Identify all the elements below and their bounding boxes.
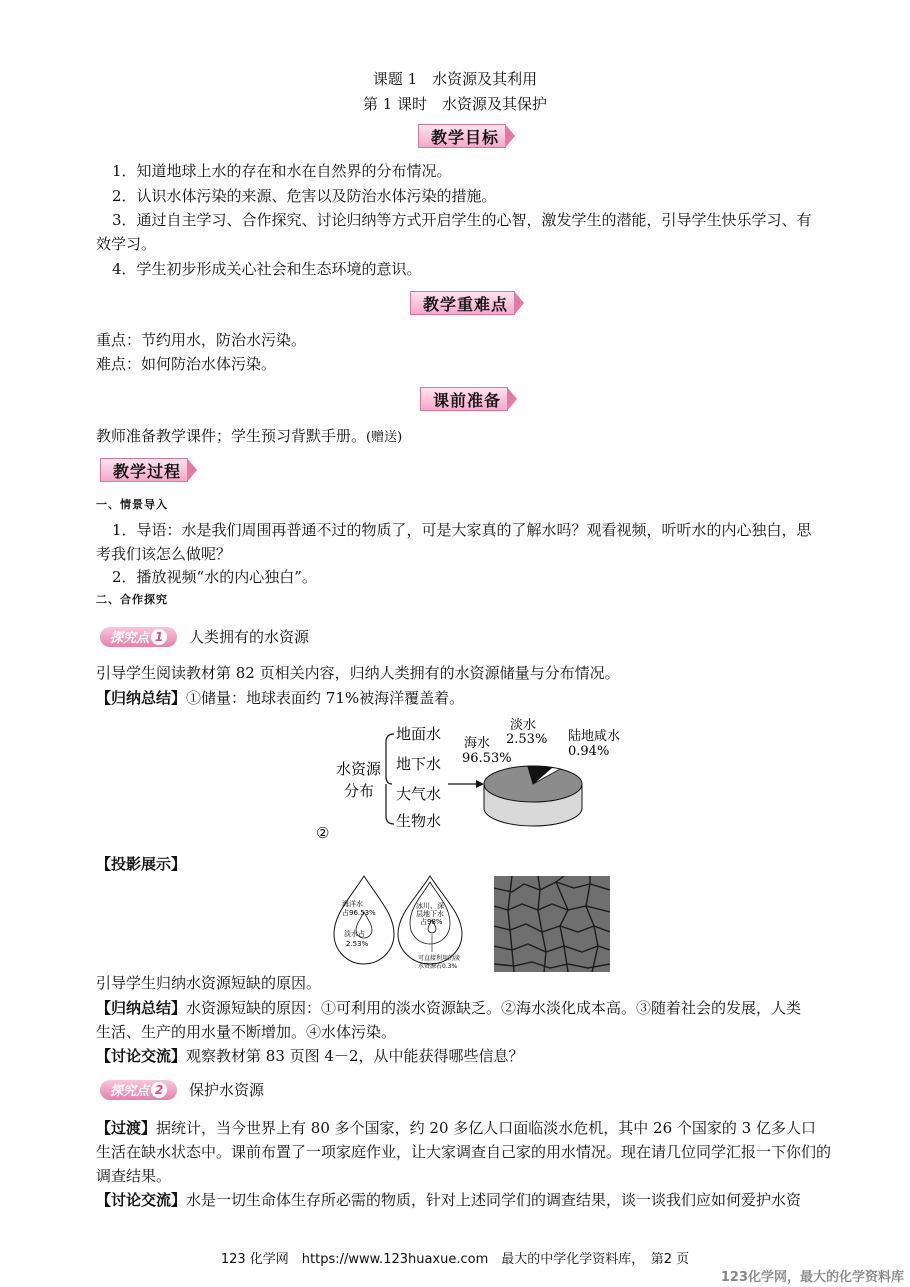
difficult-point: 难点：如何防治水体污染。 [96,355,277,373]
banner-arrow-icon [507,387,517,411]
circle-number-2: ② [316,824,330,842]
inquiry-label: 人类拥有的水资源 [189,628,310,646]
point1-summary2-cont: 生活、生产的用水量不断增加。④水体污染。 [96,1023,397,1041]
intro-1-cont: 考我们该怎么做呢？ [96,545,232,563]
intro-heading: 一、情景导入 [96,498,168,511]
site-watermark: 123化学网，最大的化学资料库 [720,1270,904,1285]
inquiry-point-2 [100,1079,264,1100]
goal-3: 3．通过自主学习、合作探究、讨论归纳等方式开启学生的心智，激发学生的潜能，引导学生快乐学习、有 [112,211,812,229]
drop1-text-a: 海洋水 [342,900,363,908]
section-prep-banner [420,387,517,411]
point1-guide: 引导学生阅读教材第 82 页相关内容，归纳人类拥有的水资源储量与分布情况。 [96,664,620,682]
point2-discuss: 【讨论交流】水是一切生命体生存所必需的物质，针对上述同学们的调查结果，谈一谈我们应如何爱护水资 [96,1191,802,1209]
intro-2: 2．播放视频“水的内心独白”。 [112,568,317,586]
diagram-left-label-1: 水资源 [336,760,382,778]
diagram-item-4: 生物水 [396,812,442,830]
diagram-arrow-icon [476,780,484,788]
banner-arrow-icon [514,291,524,315]
saline-name: 陆地咸水 [568,729,621,744]
inquiry-number: 1 [151,629,167,645]
drop2-text-c: 占98% [420,918,443,926]
banner-arrow-icon [505,124,515,148]
drop2-text-a: 冰川、深 [416,902,444,910]
prep-text: 教师准备教学课件；学生预习背默手册。(赠送) [96,427,403,445]
inquiry-number: 2 [151,1082,167,1098]
water-distribution-diagram [320,712,640,847]
goal-1: 1．知道地球上水的存在和水在自然界的分布情况。 [112,162,452,180]
point1-summary: 【归纳总结】①储量：地球表面约 71%被海洋覆盖着。 [96,689,465,707]
inquiry-tag: 探究点 1 [100,627,177,647]
goal-2: 2．认识水体污染的来源、危害以及防治水体污染的措施。 [112,187,497,205]
fresh-pct: 2.53% [506,732,548,747]
drop1-text-b: 占96.53% [342,909,376,917]
goal-3-cont: 效学习。 [96,235,157,253]
section-keypoints-label: 教学重难点 [410,291,515,315]
section-process-banner [100,458,197,482]
saline-pct: 0.94% [568,744,610,759]
diagram-left-label-2: 分布 [344,782,375,800]
section-process-label: 教学过程 [100,458,188,482]
sea-name: 海水 [464,736,491,751]
coop-heading: 二、合作探究 [96,593,168,606]
point2-transition: 【过渡】据统计，当今世界上有 80 多个国家，约 20 多亿人口面临淡水危机，其中 26 个国家的 3 亿多人口 [96,1119,816,1137]
drop2-text-d: 可直接利用的淡 [418,955,461,962]
intro-1: 1．导语：水是我们周围再普通不过的物质了，可是大家真的了解水吗？观看视频，听听水的内心独白，思 [112,521,812,539]
point1-discuss: 【讨论交流】观察教材第 83 页图 4－2，从中能获得哪些信息？ [96,1047,524,1065]
page-footer: 123 化学网 https://www.123huaxue.com 最大的中学化学资料库， 第2 页 [220,1252,690,1267]
cracked-earth-photo [494,876,610,972]
drop1-text-d: 2.53% [346,940,369,948]
point1-summary2: 【归纳总结】水资源短缺的原因：①可利用的淡水资源缺乏。②海水淡化成本高。③随着社会的发展，人类 [96,999,802,1017]
prep-note: (赠送) [366,430,403,445]
inquiry-point-1 [100,626,309,647]
point2-transition-cont1: 生活在缺水状态中。课前布置了一项家庭作业，让大家调查自己家的用水情况。现在请几位同学汇报一下你们的 [96,1143,832,1161]
section-goals-label: 教学目标 [418,124,506,148]
section-goals-banner [418,124,515,148]
projection-label: 【投影展示】 [96,855,187,873]
point2-transition-cont2: 调查结果。 [96,1167,172,1185]
sea-pct: 96.53% [462,751,512,766]
point1-guide2: 引导学生归纳水资源短缺的原因。 [96,974,322,992]
drop2-text-e: 水资源占0.3% [418,963,458,970]
inquiry-tag: 探究点 2 [100,1080,177,1100]
diagram-item-2: 地下水 [396,755,442,773]
section-keypoints-banner [410,291,524,315]
banner-arrow-icon [187,458,197,482]
page-subtitle: 第 1 课时 水资源及其保护 [362,95,548,113]
water-drops-illustration [330,872,490,972]
diagram-item-3: 大气水 [396,785,442,803]
section-prep-label: 课前准备 [420,387,508,411]
drop1-text-c: 淡水占 [344,930,365,938]
diagram-brace [386,734,394,824]
inquiry-label: 保护水资源 [189,1081,265,1099]
goal-4: 4．学生初步形成关心社会和生态环境的意识。 [112,260,422,278]
diagram-item-1: 地面水 [396,725,442,743]
key-point: 重点：节约用水，防治水污染。 [96,331,307,349]
fresh-name: 淡水 [510,718,537,733]
page-title: 课题 1 水资源及其利用 [372,70,538,88]
drop2-text-b: 层地下水 [416,910,444,918]
